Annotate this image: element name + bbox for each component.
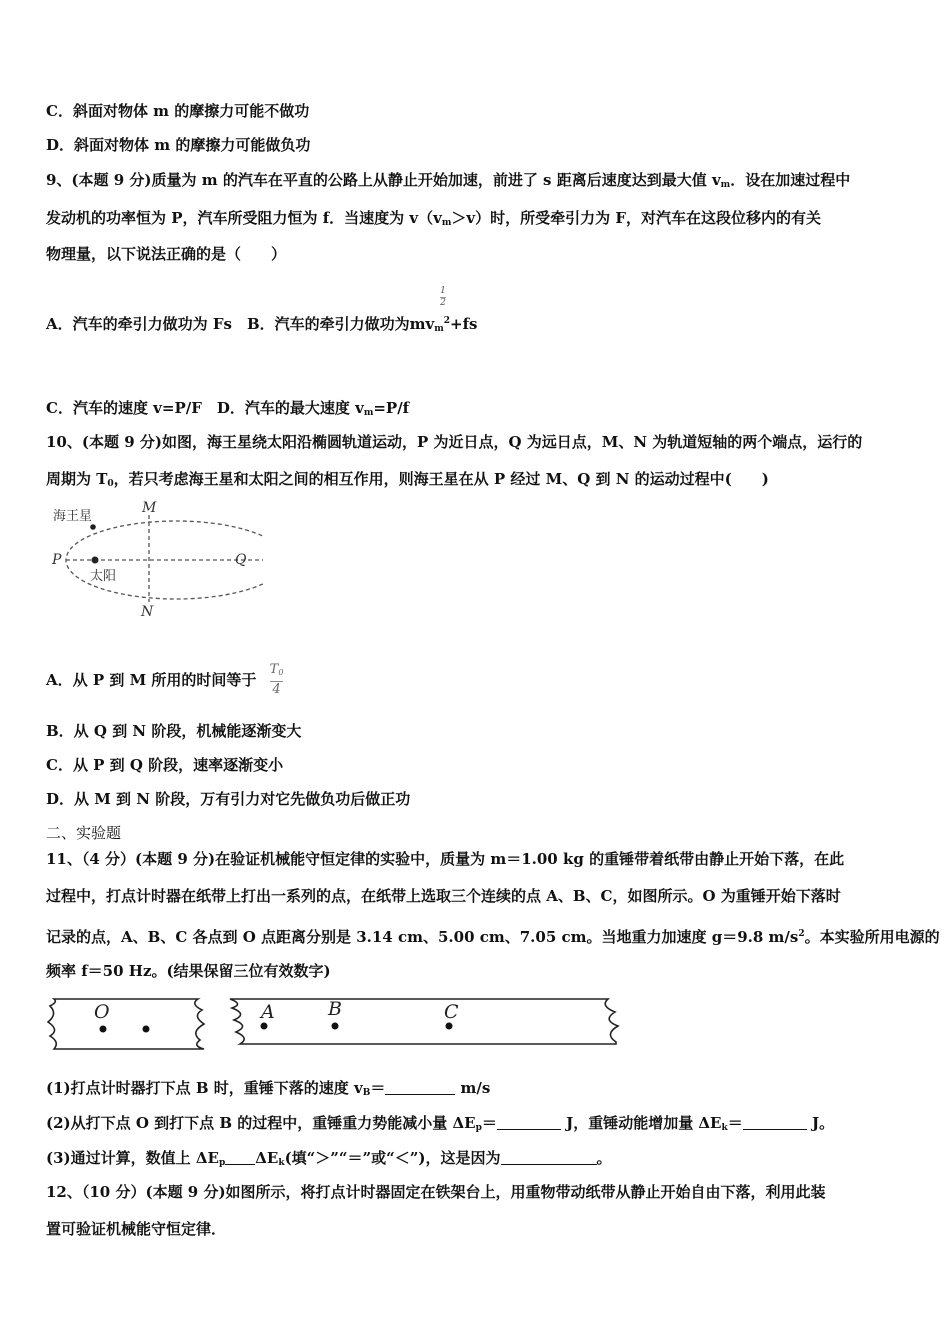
- label-n: N: [141, 604, 154, 618]
- tape-dot-b: [332, 1023, 339, 1030]
- q11-stem-line3: 记录的点，A、B、C 各点到 O 点距离分别是 3.14 cm、5.00 cm、7.05 cm。当地重力加速度 g＝9.8 $m/s^2$。本实验所用电源的: [46, 928, 940, 946]
- q11-paper-tape-figure: [40, 992, 640, 1054]
- answer-blank-vb[interactable]: [385, 1080, 455, 1095]
- q10-stem-line1: 10、(本题 9 分)如图，海王星绕太阳沿椭圆轨道运动，P 为近日点，Q 为远日点，M、N 为轨道短轴的两个端点，运行的: [46, 433, 863, 451]
- q9-stem-line1: 9、(本题 9 分)质量为 m 的汽车在平直的公路上从静止开始加速，前进了 s 距离后速度达到最大值 $v_m$．设在加速过程中: [46, 171, 851, 190]
- q11-stem-line1: 11、（4 分）(本题 9 分)在验证机械能守恒定律的实验中，质量为 m＝1.00 kg 的重锤带着纸带由静止开始下落，在此: [46, 850, 845, 868]
- label-q: Q: [235, 552, 247, 568]
- q12-stem-line2: 置可验证机械能守恒定律．: [46, 1220, 227, 1238]
- q10-option-a: A．从 P 到 M 所用的时间等于 $\frac{T0}{4}$: [46, 662, 284, 697]
- sun-dot: [92, 557, 99, 564]
- tape-dot-c: [446, 1023, 453, 1030]
- q9-stem-line3: 物理量，以下说法正确的是（ ）: [46, 245, 287, 263]
- label-m: M: [142, 500, 157, 516]
- q9-half-fraction: 1 2: [440, 286, 446, 308]
- q10-option-c: C．从 P 到 Q 阶段，速率逐渐变小: [46, 756, 284, 774]
- q11-sub3: (3)通过计算，数值上 $\Delta E_p$ $\Delta E_k$(填“＞”“＝”或“＜”)，这是因为 。: [46, 1149, 612, 1168]
- tape-label-o: O: [94, 1001, 110, 1023]
- tape-label-a: A: [261, 1001, 275, 1023]
- q9-options-cd: C．汽车的速度 v=P/F D．汽车的最大速度 $v_m=P/f$: [46, 399, 410, 418]
- neptune-dot: [90, 524, 96, 530]
- answer-blank-reason[interactable]: [501, 1150, 597, 1165]
- q11-sub2: (2)从打下点 O 到打下点 B 的过程中，重锤重力势能减小量 $\Delta E_p= J$，重锤动能增加量 $\Delta E_k= J$。: [46, 1114, 835, 1133]
- tape-left-piece: [48, 999, 204, 1049]
- tape-dot-extra: [143, 1026, 150, 1033]
- tape-dot-a: [261, 1023, 268, 1030]
- q12-stem-line1: 12、（10 分）(本题 9 分)如图所示，将打点计时器固定在铁架台上，用重物带动纸带从静止开始自由下落，利用此装: [46, 1183, 826, 1201]
- q9-options-ab: A．汽车的牵引力做功为 Fs B．汽车的牵引力做功为$mv_m^2+fs$: [46, 315, 478, 334]
- q10-stem-line2: 周期为 $T_0$，若只考虑海王星和太阳之间的相互作用，则海王星在从 P 经过 M、Q 到 N 的运动过程中( ): [46, 470, 769, 489]
- tape-label-c: C: [444, 1001, 459, 1023]
- q10-option-d: D．从 M 到 N 阶段，万有引力对它先做负功后做正功: [46, 790, 411, 808]
- sun-label: 太阳: [90, 569, 117, 584]
- q8-option-d: D．斜面对物体 m 的摩擦力可能做负功: [46, 136, 311, 154]
- q10-option-b: B．从 Q 到 N 阶段，机械能逐渐变大: [46, 722, 302, 740]
- answer-blank-delta-ek[interactable]: [743, 1115, 807, 1130]
- t0-over-4-fraction: $\frac{T0}{4}$: [269, 662, 284, 697]
- q10-orbit-figure: [48, 500, 263, 618]
- q8-option-c: C．斜面对物体 m 的摩擦力可能不做功: [46, 102, 310, 120]
- answer-blank-compare[interactable]: [225, 1150, 255, 1165]
- q11-stem-line4: 频率 f＝50 Hz。(结果保留三位有效数字): [46, 962, 331, 980]
- q11-sub1: (1)打点计时器打下点 B 时，重锤下落的速度 $v_B= m/s$: [46, 1079, 491, 1098]
- answer-blank-delta-ep[interactable]: [497, 1115, 561, 1130]
- q11-stem-line2: 过程中，打点计时器在纸带上打出一系列的点，在纸带上选取三个连续的点 A、B、C，如图所示。O 为重锤开始下落时: [46, 887, 841, 905]
- tape-label-b: B: [328, 998, 342, 1020]
- neptune-label: 海王星: [53, 509, 93, 524]
- tape-dot-o: [100, 1026, 107, 1033]
- q9-stem-line2: 发动机的功率恒为 P，汽车所受阻力恒为 f．当速度为 $v(v_m>v)$时，所受牵引力为 F，对汽车在这段位移内的有关: [46, 209, 821, 228]
- section-title: 二、实验题: [46, 824, 122, 842]
- tape-right-piece: [230, 999, 618, 1044]
- label-p: P: [52, 552, 62, 568]
